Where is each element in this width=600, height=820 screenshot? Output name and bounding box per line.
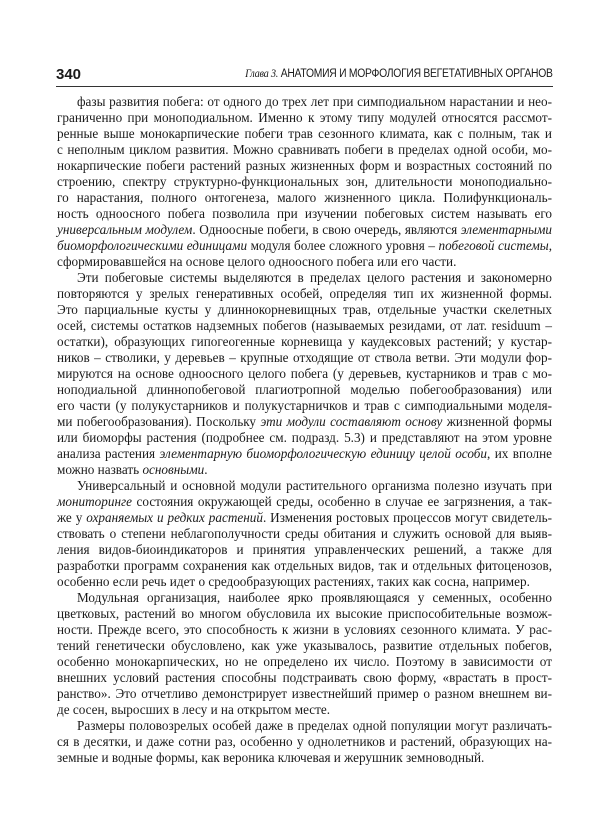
text-run: состояния окружающей среды, особенно в случае ее загрязнения, а так- bbox=[132, 494, 552, 509]
text-line bbox=[57, 334, 552, 350]
text-run: или биоморфы растения (подробнее см. подразд. 5.3) и представляют на этом уровне bbox=[57, 430, 552, 445]
text-line bbox=[57, 734, 552, 750]
text-run: жизненной формы bbox=[442, 414, 552, 429]
page-body bbox=[57, 94, 552, 766]
text-line bbox=[57, 542, 552, 558]
emphasized-term: мониторинге bbox=[57, 494, 132, 509]
text-line bbox=[57, 574, 552, 590]
text-line bbox=[57, 158, 552, 174]
text-line bbox=[57, 622, 552, 638]
chapter-title: АНАТОМИЯ И МОРФОЛОГИЯ ВЕГЕТАТИВНЫХ ОРГАНОВ bbox=[278, 68, 553, 80]
text-line bbox=[57, 398, 552, 414]
text-line bbox=[57, 190, 552, 206]
text-run: особенно если речь идет о средообразующих растениях, таких как сосна, например. bbox=[57, 574, 530, 589]
text-run: модуля более сложного уровня – bbox=[247, 238, 439, 253]
text-run: де сосен, выросших в лесу и на открытом месте. bbox=[57, 702, 331, 717]
text-run: нокарпические побеги растений разных жизненных форм и возрастных состояний по bbox=[57, 158, 552, 173]
text-line bbox=[57, 670, 552, 686]
text-line bbox=[57, 254, 552, 270]
text-run: Размеры половозрелых особей даже в пределах одной популяции могут различать- bbox=[77, 718, 552, 733]
text-line bbox=[57, 206, 552, 222]
text-run: с неполным циклом развития. Можно сравнивать побеги в пределах одной особи, мо- bbox=[57, 142, 552, 157]
text-line bbox=[57, 414, 552, 430]
text-run: ников – стволики, у деревьев – крупные отходящие от ствола ветви. Эти модули фор- bbox=[57, 350, 552, 365]
chapter-heading bbox=[246, 68, 553, 80]
text-line bbox=[57, 718, 552, 734]
text-run: цветковых, растений во многом обусловила их высокие приспособительные возмож- bbox=[57, 606, 552, 621]
text-line bbox=[57, 318, 552, 334]
emphasized-term: биоморфологическими единицами bbox=[57, 238, 248, 253]
text-run: анализа растения bbox=[57, 446, 160, 461]
text-line bbox=[57, 510, 552, 526]
text-line bbox=[57, 462, 552, 478]
text-line bbox=[57, 430, 552, 446]
text-line bbox=[57, 366, 552, 382]
text-run: тений генетически обусловлено, как уже указывалось, развитие отдельных побегов, bbox=[57, 638, 552, 653]
text-run: же у bbox=[57, 510, 87, 525]
text-line bbox=[57, 302, 552, 318]
text-line bbox=[57, 350, 552, 366]
emphasized-term: побеговой системы bbox=[438, 238, 549, 253]
text-line bbox=[57, 94, 552, 110]
text-run: ности. Прежде всего, это способность к жизни в условиях сезонного климата. У рас- bbox=[57, 622, 552, 637]
emphasized-term: элементарную биоморфологическую единицу целой особи bbox=[159, 446, 487, 461]
text-line bbox=[57, 702, 552, 718]
paragraph bbox=[57, 478, 552, 590]
chapter-label: Глава 3. bbox=[245, 68, 279, 80]
text-run: ления видов-биоиндикаторов и принятия управленческих решений, а также для bbox=[57, 542, 552, 557]
text-run: его части (у полукустарников и полукустарничков и трав с симподиальными моделя- bbox=[57, 398, 552, 413]
text-run: ствовать о степени неблагополучности среды обитания и служить основой для выяв- bbox=[57, 526, 552, 541]
text-run: . Одноосные побеги, в свою очередь, являются bbox=[192, 222, 461, 237]
text-run: , их вполне bbox=[486, 446, 552, 461]
text-line bbox=[57, 606, 552, 622]
text-line bbox=[57, 526, 552, 542]
text-line bbox=[57, 222, 552, 238]
text-run: Модульная организация, наиболее ярко проявляющаяся у семенных, особенно bbox=[77, 590, 552, 605]
text-line bbox=[57, 126, 552, 142]
text-line bbox=[57, 446, 552, 462]
text-run: осей, системы остатков надземных побегов (называемых резидами, от лат. residuum – bbox=[57, 318, 552, 333]
text-line bbox=[57, 238, 552, 254]
text-run: ся в десятки, и даже сотни раз, особенно у однолетников и растений, образующих на- bbox=[57, 734, 552, 749]
text-line bbox=[57, 110, 552, 126]
emphasized-term: охраняемых и редких растений bbox=[86, 510, 263, 525]
text-run: ность одноосного побега позволила при изучении побеговых систем называть его bbox=[57, 206, 552, 221]
text-run: разработки программ сохранения как отдельных видов, так и отдельных фитоценозов, bbox=[57, 558, 552, 573]
text-run: ренные выше монокарпические побеги трав сезонного климата, как с полным, так и bbox=[57, 126, 552, 141]
text-run: строению, спектру структурно-функциональных зон, длительности моноподиально- bbox=[57, 174, 552, 189]
text-line bbox=[57, 142, 552, 158]
text-run: особенно монокарпических, но не определено их число. Поэтому в зависимости от bbox=[57, 654, 552, 669]
text-run: Эти побеговые системы выделяются в пределах целого растения и закономерно bbox=[77, 270, 552, 285]
text-line bbox=[57, 174, 552, 190]
paragraph bbox=[57, 718, 552, 766]
text-line bbox=[57, 270, 552, 286]
emphasized-term: элементарными bbox=[460, 222, 552, 237]
text-line bbox=[57, 638, 552, 654]
text-run: ноподиальной длиннопобеговой плагиотропной моделью побегообразования) или bbox=[57, 382, 552, 397]
text-line bbox=[57, 654, 552, 670]
text-run: ранство». Это отчетливо демонстрирует известнейший пример о разном внешнем ви- bbox=[57, 686, 552, 701]
text-run: го нарастания, полного онтогенеза, малого жизненного цикла. Полифункциональ- bbox=[57, 190, 552, 205]
text-run: , bbox=[548, 238, 553, 253]
running-header bbox=[56, 64, 553, 87]
text-run: . Изменения ростовых процессов могут свидетель- bbox=[262, 510, 552, 525]
text-run: внешних условий растения способны подстраивать свою форму, «врастать в прост- bbox=[57, 670, 552, 685]
text-run: сформировавшейся на основе целого одноосного побега или его части. bbox=[57, 254, 457, 269]
text-run: граниченно при моноподиальном. Именно к этому типу модулей относятся рассмот- bbox=[57, 110, 552, 125]
text-run: повторяются у зрелых генеративных особей, определяя тип их жизненной формы. bbox=[57, 286, 552, 301]
text-line bbox=[57, 558, 552, 574]
text-line bbox=[57, 286, 552, 302]
text-run: . bbox=[204, 462, 208, 477]
emphasized-term: основными bbox=[142, 462, 205, 477]
text-line bbox=[57, 382, 552, 398]
text-line bbox=[57, 478, 552, 494]
paragraph bbox=[57, 270, 552, 478]
text-run: можно назвать bbox=[57, 462, 143, 477]
text-run: мируются на основе одноосного целого побега (у деревьев, кустарников и трав с мо- bbox=[57, 366, 552, 381]
text-run: Универсальный и основной модули растительного организма полезно изучать при bbox=[77, 478, 552, 493]
text-run: Это парциальные кусты у длиннокорневищных трав, отдельные участки скелетных bbox=[57, 302, 552, 317]
text-line bbox=[57, 494, 552, 510]
text-line bbox=[57, 750, 552, 766]
text-line bbox=[57, 590, 552, 606]
emphasized-term: универсальным модулем bbox=[57, 222, 193, 237]
text-run: остатки), образующих гипогеогенные корневища у каудексовых растений; у кустар- bbox=[57, 334, 552, 349]
text-run: фазы развития побега: от одного до трех лет при симподиальном нарастании и нео- bbox=[77, 94, 552, 109]
paragraph bbox=[57, 590, 552, 718]
paragraph bbox=[57, 94, 552, 270]
text-run: ми побегообразования). Поскольку bbox=[57, 414, 261, 429]
page-number: 340 bbox=[56, 66, 82, 83]
emphasized-term: эти модули составляют основу bbox=[260, 414, 443, 429]
text-run: земные и водные формы, как вероника ключевая и жерушник земноводный. bbox=[57, 750, 485, 765]
text-line bbox=[57, 686, 552, 702]
